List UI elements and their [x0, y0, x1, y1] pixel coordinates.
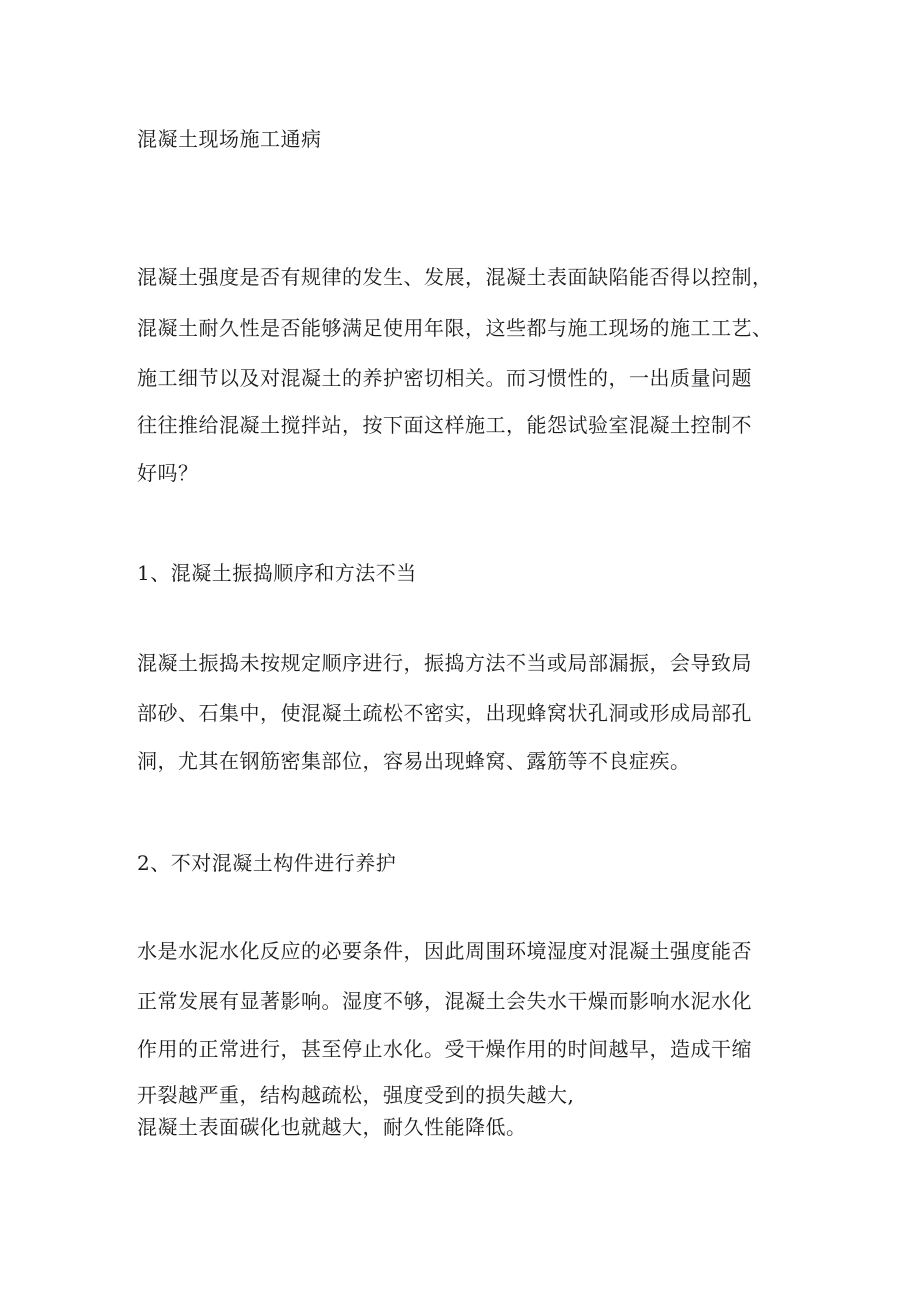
- section-2-line: 水是水泥水化反应的必要条件，因此周围环境湿度对混凝土强度能否: [137, 939, 752, 963]
- section-2-line: 开裂越严重，结构越疏松，强度受到的损失越大,: [137, 1083, 575, 1107]
- section-1-line: 洞，尤其在钢筋密集部位，容易出现蜂窝、露筋等不良症疾。: [137, 749, 691, 773]
- intro-line: 施工细节以及对混凝土的养护密切相关。而习惯性的，一出质量问题: [137, 366, 752, 390]
- intro-line: 好吗？: [137, 461, 199, 485]
- intro-line: 混凝土耐久性是否能够满足使用年限，这些都与施工现场的施工工艺、: [137, 316, 773, 340]
- section-2-heading: 2、不对混凝土构件进行养护: [137, 851, 397, 875]
- document-title: 混凝土现场施工通病: [137, 127, 322, 151]
- intro-line: 混凝土强度是否有规律的发生、发展，混凝土表面缺陷能否得以控制，: [137, 265, 773, 289]
- section-1-line: 混凝土振捣未按规定顺序进行，振捣方法不当或局部漏振，会导致局: [137, 651, 752, 675]
- section-2-line: 作用的正常进行，甚至停止水化。受干燥作用的时间越早，造成干缩: [137, 1037, 752, 1061]
- intro-line: 往往推给混凝土搅拌站，按下面这样施工，能怨试验室混凝土控制不: [137, 413, 752, 437]
- section-2-line: 正常发展有显著影响。湿度不够，混凝土会失水干燥而影响水泥水化: [137, 989, 752, 1013]
- section-1-line: 部砂、石集中，使混凝土疏松不密实，出现蜂窝状孔洞或形成局部孔: [137, 701, 752, 725]
- section-2-line: 混凝土表面碳化也就越大，耐久性能降低。: [137, 1115, 527, 1139]
- section-1-heading: 1、混凝土振捣顺序和方法不当: [137, 561, 417, 585]
